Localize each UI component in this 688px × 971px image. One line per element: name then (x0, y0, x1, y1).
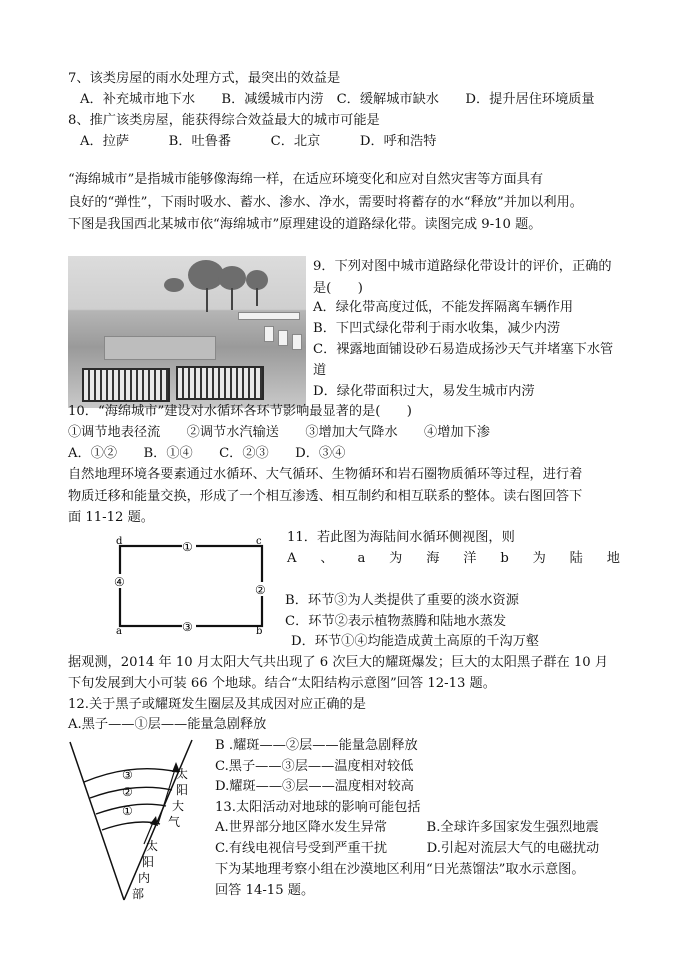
q12-option-a: A.黑子——①层——能量急剧释放 (68, 717, 267, 732)
q13-options-cd: C.有线电视信号受到严重干扰 D.引起对流层大气的电磁扰动 (215, 841, 600, 856)
q11-a-char: 为 (532, 551, 546, 566)
sector-edge (124, 740, 192, 900)
link-2: ② (255, 583, 266, 597)
water-cycle-diagram (114, 536, 266, 637)
q13-stem: 13.太阳活动对地球的影响可能包括 (215, 800, 421, 815)
tree-trunk (256, 288, 258, 306)
corner-c: c (256, 536, 262, 547)
corner-b: b (256, 626, 263, 637)
q9-option-c: C．裸露地面铺设砂石易造成扬沙天气并堵塞下水管 (313, 342, 614, 357)
q11-a-char: 海 (426, 551, 440, 566)
inner-label-char: 阳 (142, 855, 155, 869)
q11-a-char: 地 (606, 551, 620, 566)
greenbelt-photo (68, 256, 306, 408)
tree-canopy (218, 266, 246, 290)
link-4: ④ (114, 575, 125, 589)
env-intro-line: 自然地理环境各要素通过水循环、大气循环、生物循环和岩石圈物质循环等过程，进行着 (68, 467, 583, 482)
q11-a-char: a (357, 551, 366, 566)
layer-2: ② (122, 785, 133, 799)
q12-option-b: B .耀斑——②层——能量急剧释放 (215, 738, 418, 753)
sun-intro-line: 据观测，2014 年 10 月太阳大气共出现了 6 次巨大的耀斑爆发；巨大的太阳黑子群在 10 月 (68, 655, 609, 670)
water-intro-line: 回答 14-15 题。 (215, 883, 315, 898)
q7-options: A．补充城市地下水 B．减缓城市内涝 C．缓解城市缺水 D．提升居住环境质量 (80, 92, 595, 107)
planter-box (104, 336, 216, 360)
q11-a-char: b (500, 551, 509, 566)
q11-option-b: B．环节③为人类提供了重要的淡水资源 (285, 593, 519, 608)
q11-stem: 11．若此图为海陆间水循环侧视图，则 (287, 530, 515, 545)
drain-grate (176, 366, 264, 400)
corner-d: d (116, 536, 123, 547)
q9-option-d: D．绿化带面积过大，易发生城市内涝 (313, 384, 535, 399)
q11-option-a (287, 550, 620, 568)
road-curb (238, 312, 300, 320)
atm-label-char: 大 (172, 799, 185, 813)
curb-stone (264, 326, 274, 342)
layer-1: ① (122, 804, 133, 818)
q9-option-b: B．下凹式绿化带利于雨水收集，减少内涝 (313, 321, 561, 336)
cycle-box (120, 546, 262, 626)
q11-a-char: 陆 (569, 551, 583, 566)
sponge-intro-line: “海绵城市”是指城市能够像海绵一样，在适应环境变化和应对自然灾害等方面具有 (68, 172, 544, 187)
atm-label-char: 太 (176, 767, 189, 781)
sponge-intro-line: 下图是我国西北某城市依“海绵城市”原理建设的道路绿化带。读图完成 9-10 题。 (68, 217, 542, 232)
q12-stem: 12.关于黑子或耀斑发生圈层及其成因对应正确的是 (68, 697, 366, 712)
q8-stem: 8、推广该类房屋，能获得综合效益最大的城市可能是 (68, 113, 380, 128)
q9-option-c-cont: 道 (313, 363, 327, 378)
env-intro-line: 物质迁移和能量交换，形成了一个相互渗透、相互制约和相互联系的整体。读右图回答下 (68, 489, 583, 504)
q11-a-char: 、 (320, 551, 334, 566)
layer-3: ③ (122, 768, 133, 782)
q9-stem: 9．下列对图中城市道路绿化带设计的评价，正确的 (313, 259, 612, 274)
q11-option-c: C．环节②表示植物蒸腾和陆地水蒸发 (285, 614, 507, 629)
sun-intro-line: 下旬发展到大小可装 66 个地球。结合“太阳结构示意图”回答 12-13 题。 (68, 676, 496, 691)
tree-canopy (164, 278, 184, 292)
water-intro-line: 下为某地理考察小组在沙漠地区利用“日光蒸馏法”取水示意图。 (215, 862, 585, 877)
curb-stone (278, 330, 288, 346)
sector-edge (70, 742, 124, 900)
tree-canopy (246, 270, 268, 290)
sun-structure-diagram (68, 740, 218, 900)
inner-label-char: 太 (146, 839, 159, 853)
q10-stem: 10．“海绵城市”建设对水循环各环节影响最显著的是( ) (68, 404, 412, 419)
q12-option-c: C.黑子——③层——温度相对较低 (215, 759, 414, 774)
q8-options: A．拉萨 B．吐鲁番 C．北京 D．呼和浩特 (80, 134, 437, 149)
q9-option-a: A．绿化带高度过低，不能发挥隔离车辆作用 (313, 300, 574, 315)
q12-option-d: D.耀斑——③层——温度相对较高 (215, 779, 414, 794)
q7-stem: 7、该类房屋的雨水处理方式，最突出的效益是 (68, 71, 341, 86)
atm-label-char: 阳 (176, 783, 189, 797)
q11-a-char: 洋 (463, 551, 477, 566)
q11-a-char: A (287, 551, 297, 566)
arrow-head (150, 816, 158, 826)
q10-options: A．①② B．①④ C．②③ D．③④ (68, 446, 346, 461)
drain-grate (82, 368, 170, 402)
q10-items: ①调节地表径流 ②调节水汽输送 ③增加大气降水 ④增加下渗 (68, 425, 490, 440)
inner-label-char: 内 (138, 871, 151, 885)
curb-stone (292, 334, 302, 350)
link-1: ① (182, 540, 193, 554)
inner-label-char: 部 (132, 887, 145, 901)
q11-a-char: 为 (389, 551, 403, 566)
tree-trunk (206, 288, 208, 312)
env-intro-line: 面 11-12 题。 (68, 510, 154, 525)
corner-a: a (116, 626, 122, 637)
q13-options-ab: A.世界部分地区降水发生异常 B.全球许多国家发生强烈地震 (215, 820, 599, 835)
atm-label-char: 气 (168, 815, 181, 829)
link-3: ③ (182, 620, 193, 634)
q11-option-d: D．环节①④均能造成黄土高原的千沟万壑 (291, 634, 539, 649)
q9-stem-cont: 是( ) (313, 281, 363, 296)
sponge-intro-line: 良好的“弹性”，下雨时吸水、蓄水、渗水、净水，需要时将蓄存的水“释放”并加以利用。 (68, 195, 583, 210)
tree-trunk (231, 288, 233, 310)
